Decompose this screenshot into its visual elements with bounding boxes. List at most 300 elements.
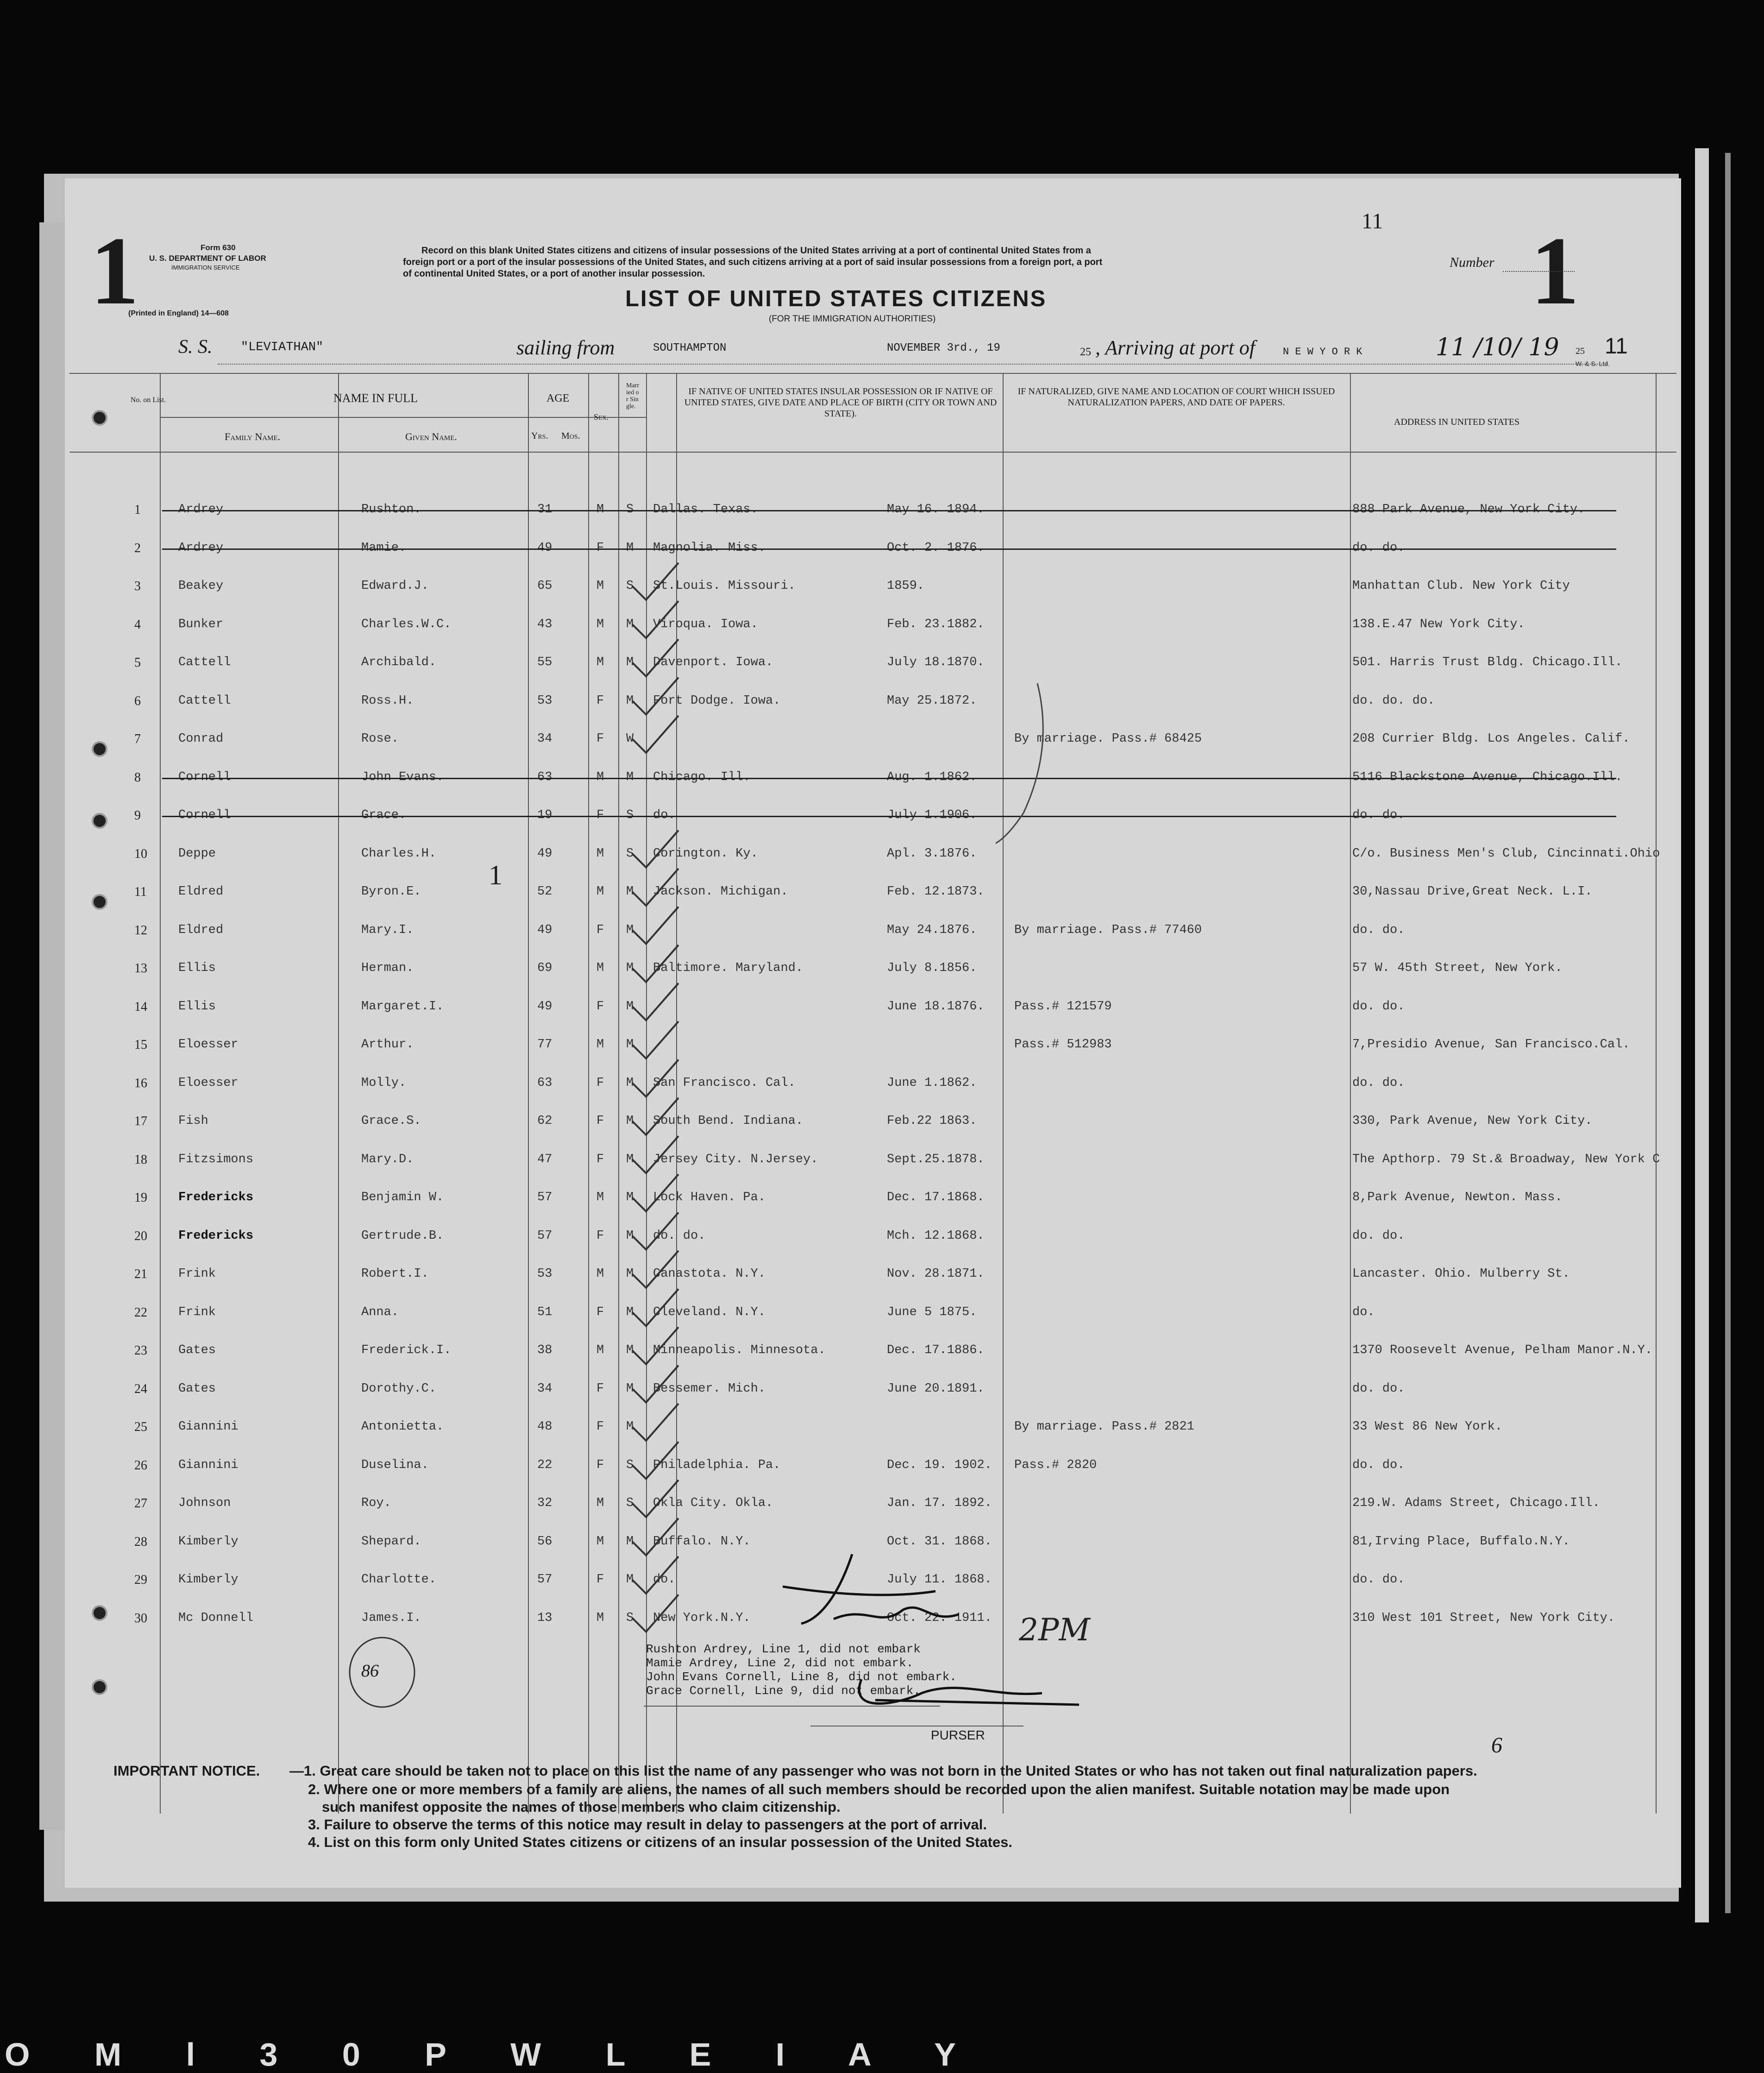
birth-date: Nov. 28.1871. (887, 1267, 985, 1281)
birth-place: do. (653, 1573, 676, 1587)
col-given-name: Given Name. (405, 431, 457, 442)
us-address: 8,Park Avenue, Newton. Mass. (1352, 1191, 1563, 1204)
sex: F (596, 1229, 604, 1243)
birth-place: Viroqua. Iowa. (653, 617, 758, 631)
family-name: Kimberly (178, 1534, 239, 1549)
row-number: 6 (134, 693, 141, 708)
printer-mark: W. & S. Ltd. (1576, 360, 1610, 367)
us-address: 33 West 86 New York. (1352, 1420, 1503, 1434)
us-address: do. do. (1352, 1229, 1405, 1243)
birth-place: San Francisco. Cal. (653, 1076, 796, 1090)
us-address: do. do. (1352, 999, 1405, 1014)
row-number: 8 (134, 770, 141, 785)
sex: M (596, 846, 604, 861)
check-mark (632, 1480, 678, 1517)
us-address: 5116 Blackstone Avenue, Chicago.Ill. (1352, 770, 1623, 784)
birth-date: Jan. 17. 1892. (887, 1496, 992, 1510)
row-number: 7 (134, 732, 141, 746)
birth-date: June 1.1862. (887, 1076, 977, 1090)
instruction-line-3: of continental United States, or a port of another insular possession. (403, 269, 705, 279)
given-name: Rose. (361, 732, 399, 746)
age-years: 57 (537, 1229, 552, 1243)
birth-date: Feb. 23.1882. (887, 617, 985, 631)
birth-date: May 24.1876. (887, 923, 977, 937)
row-number: 5 (134, 655, 141, 670)
family-name: Johnson (178, 1496, 231, 1510)
birth-place: do. do. (653, 1229, 706, 1243)
purser-label: PURSER (931, 1728, 985, 1742)
marital-status: M (626, 1343, 634, 1357)
given-name: Roy. (361, 1496, 391, 1510)
check-mark (632, 1060, 678, 1097)
number-value: 1 (1531, 217, 1579, 325)
row-number: 27 (134, 1496, 147, 1511)
family-name: Fredericks (178, 1191, 254, 1204)
check-mark (632, 983, 678, 1021)
given-name: Gertrude.B. (361, 1229, 444, 1243)
strike-through-line (162, 510, 1616, 511)
us-address: do. do. (1352, 923, 1405, 937)
marital-status: M (626, 923, 634, 937)
check-mark (632, 1519, 678, 1556)
family-name: Cattell (178, 655, 231, 669)
page-title: LIST OF UNITED STATES CITIZENS (625, 286, 1047, 311)
age-years: 34 (537, 1381, 552, 1396)
binder-hole (92, 1605, 107, 1621)
age-years: 13 (537, 1611, 552, 1625)
col-yrs: Yrs. (531, 431, 548, 441)
naturalization: By marriage. Pass.# 77460 (1014, 923, 1202, 937)
age-years: 49 (537, 923, 552, 937)
given-name: Frederick.I. (361, 1343, 452, 1357)
us-address: The Apthorp. 79 St.& Broadway, New York C (1352, 1152, 1660, 1166)
col-birth: IF NATIVE OF UNITED STATES INSULAR POSSESSION OR IF NATIVE OF UNITED STATES, GIVE DATE AND PLACE OF BIRTH (CITY OR TOWN AND STATE). (684, 386, 997, 419)
family-name: Eloesser (178, 1038, 239, 1052)
sex: M (596, 1496, 604, 1510)
family-name: Giannini (178, 1420, 239, 1434)
sex: F (596, 541, 604, 555)
row-number: 11 (134, 885, 147, 899)
binder-hole (92, 1679, 107, 1695)
age-years: 32 (537, 1496, 552, 1510)
sex: F (596, 999, 604, 1014)
marital-status: M (626, 1534, 634, 1549)
instruction-line-1: Record on this blank United States citizens and citizens of insular possessions of the United States arriving at a port of continental United States from a (421, 246, 1091, 256)
birth-place: Jersey City. N.Jersey. (653, 1152, 818, 1166)
birth-place: Bessemer. Mich. (653, 1381, 766, 1396)
sex: F (596, 1458, 604, 1472)
family-name: Cattell (178, 693, 231, 708)
check-mark (632, 1442, 678, 1479)
sex: M (596, 503, 604, 517)
birth-place: Davenport. Iowa. (653, 655, 773, 669)
ship-prefix: S. S. (178, 336, 213, 358)
birth-date: Oct. 2. 1876. (887, 541, 985, 555)
check-mark (632, 678, 678, 715)
row-number: 22 (134, 1305, 147, 1320)
notice-item-1: —1. Great care should be taken not to place on this list the name of any passenger who was not born in the United States or who has not taken out final naturalization papers. (289, 1763, 1477, 1779)
age-years: 62 (537, 1114, 552, 1128)
marital-status: M (626, 770, 634, 784)
birth-place: do. (653, 808, 676, 822)
naturalization: By marriage. Pass.# 68425 (1014, 732, 1202, 746)
instruction-line-2: foreign port or a port of the insular possessions of the United States, and such citizens arriving at a port of said insular possessions from a foreign port, a port (403, 257, 1103, 267)
birth-place: Dallas. Texas. (653, 503, 758, 517)
family-name: Ellis (178, 961, 216, 975)
check-mark (632, 1213, 678, 1250)
col-name-in-full: NAME IN FULL (333, 391, 418, 405)
sex: F (596, 1381, 604, 1396)
family-name: Eloesser (178, 1076, 239, 1090)
given-name: Herman. (361, 961, 414, 975)
us-address: 208 Currier Bldg. Los Angeles. Calif. (1352, 732, 1630, 746)
marital-status: M (626, 693, 634, 708)
naturalization: Pass.# 512983 (1014, 1038, 1112, 1052)
family-name: Bunker (178, 617, 224, 631)
birth-date: Dec. 19. 1902. (887, 1458, 992, 1472)
birth-place: St.Louis. Missouri. (653, 579, 796, 593)
row-number: 19 (134, 1191, 147, 1205)
birth-place: Okla City. Okla. (653, 1496, 773, 1510)
row-number: 13 (134, 961, 147, 976)
row-number: 10 (134, 846, 147, 861)
marital-status: M (626, 1573, 634, 1587)
marital-status: M (626, 1381, 634, 1396)
big-number-left: 1 (90, 217, 139, 325)
family-name: Fish (178, 1114, 208, 1128)
sail-year: 25 (1080, 346, 1091, 358)
binder-hole (92, 410, 107, 426)
check-mark (632, 1595, 678, 1632)
given-name: Duselina. (361, 1458, 429, 1472)
page-subtitle: (FOR THE IMMIGRATION AUTHORITIES) (769, 314, 936, 324)
family-name: Ardrey (178, 541, 224, 555)
given-name: Shepard. (361, 1534, 421, 1549)
age-years: 31 (537, 503, 552, 517)
col-naturalized: IF NATURALIZED, GIVE NAME AND LOCATION OF COURT WHICH ISSUED NATURALIZATION PAPERS, AND DATE OF PAPERS. (1017, 386, 1335, 408)
birth-date: Oct. 22. 1911. (887, 1611, 992, 1625)
given-name: Mamie. (361, 541, 407, 555)
family-name: Ellis (178, 999, 216, 1014)
age-years: 52 (537, 885, 552, 899)
us-address: 1370 Roosevelt Avenue, Pelham Manor.N.Y. (1352, 1343, 1653, 1357)
family-name: Eldred (178, 885, 224, 899)
age-years: 48 (537, 1420, 552, 1434)
binder-hole (92, 741, 107, 757)
given-name: James.I. (361, 1611, 421, 1625)
age-years: 53 (537, 693, 552, 708)
marital-status: M (626, 885, 634, 899)
sex: M (596, 655, 604, 669)
age-years: 43 (537, 617, 552, 631)
given-name: Ross.H. (361, 693, 414, 708)
given-name: Grace.S. (361, 1114, 421, 1128)
service: IMMIGRATION SERVICE (171, 264, 240, 271)
given-name: Margaret.I. (361, 999, 444, 1014)
marital-status: S (626, 1611, 634, 1625)
family-name: Frink (178, 1267, 216, 1281)
sex: M (596, 579, 604, 593)
col-sex: Sex. (594, 412, 609, 422)
marital-status: M (626, 1305, 634, 1319)
naturalization: Pass.# 2820 (1014, 1458, 1097, 1472)
footnote-2: Mamie Ardrey, Line 2, did not embark. (646, 1656, 914, 1670)
given-name: Archibald. (361, 655, 437, 669)
age-years: 55 (537, 655, 552, 669)
us-address: do. (1352, 1305, 1375, 1319)
row-number: 17 (134, 1114, 147, 1128)
family-name: Gates (178, 1343, 216, 1357)
department: U. S. DEPARTMENT OF LABOR (149, 254, 266, 263)
age-years: 47 (537, 1152, 552, 1166)
row-number: 30 (134, 1611, 147, 1626)
given-name: Benjamin W. (361, 1191, 444, 1204)
row-number: 15 (134, 1038, 147, 1052)
sex: F (596, 808, 604, 822)
us-address: 81,Irving Place, Buffalo.N.Y. (1352, 1534, 1570, 1549)
row-number: 18 (134, 1152, 147, 1167)
family-name: Beakey (178, 579, 224, 593)
row-number: 3 (134, 579, 141, 593)
sex: F (596, 732, 604, 746)
given-name: Edward.J. (361, 579, 429, 593)
check-mark (632, 1404, 678, 1441)
age-years: 51 (537, 1305, 552, 1319)
us-address: do. do. (1352, 1458, 1405, 1472)
age-years: 53 (537, 1267, 552, 1281)
birth-date: Mch. 12.1868. (887, 1229, 985, 1243)
age-years: 19 (537, 808, 552, 822)
arrival-year: 25 (1576, 346, 1585, 356)
marital-status: M (626, 655, 634, 669)
hand-six: 6 (1491, 1733, 1502, 1758)
family-name: Gates (178, 1381, 216, 1396)
age-years: 49 (537, 846, 552, 861)
manifest-page (65, 178, 1681, 1888)
given-name: Dorothy.C. (361, 1381, 437, 1396)
sex: F (596, 1420, 604, 1434)
sex: M (596, 1267, 604, 1281)
given-name: Arthur. (361, 1038, 414, 1052)
marital-status: S (626, 1458, 634, 1472)
family-name: Cornell (178, 808, 231, 822)
birth-place: Buffalo. N.Y. (653, 1534, 751, 1549)
check-mark (632, 907, 678, 944)
marital-status: W (626, 732, 634, 746)
marital-status: M (626, 1038, 634, 1052)
age-years: 57 (537, 1573, 552, 1587)
row-number: 20 (134, 1229, 147, 1243)
birth-date: July 8.1856. (887, 961, 977, 975)
family-name: Mc Donnell (178, 1611, 254, 1625)
family-name: Fitzsimons (178, 1152, 254, 1166)
check-mark (632, 945, 678, 982)
naturalization: Pass.# 121579 (1014, 999, 1112, 1014)
birth-place: Fort Dodge. Iowa. (653, 693, 781, 708)
sex: F (596, 1076, 604, 1090)
us-address: 219.W. Adams Street, Chicago.Ill. (1352, 1496, 1600, 1510)
age-years: 38 (537, 1343, 552, 1357)
age-years: 57 (537, 1191, 552, 1204)
birth-place: Canastota. N.Y. (653, 1267, 766, 1281)
marital-status: M (626, 1267, 634, 1281)
age-years: 34 (537, 732, 552, 746)
family-name: Deppe (178, 846, 216, 861)
right-sheet-edge-2 (1725, 153, 1731, 1913)
check-mark (632, 869, 678, 906)
us-address: 888 Park Avenue, New York City. (1352, 503, 1585, 517)
row-number: 24 (134, 1381, 147, 1396)
family-name: Cornell (178, 770, 231, 784)
us-address: 7,Presidio Avenue, San Francisco.Cal. (1352, 1038, 1630, 1052)
sex: M (596, 617, 604, 631)
marital-status: S (626, 503, 634, 517)
given-name: Anna. (361, 1305, 399, 1319)
col-married-single: Married or Single. (626, 382, 639, 410)
marital-status: M (626, 1191, 634, 1204)
age-years: 63 (537, 1076, 552, 1090)
birth-place: Philadelphia. Pa. (653, 1458, 781, 1472)
check-mark (632, 1136, 678, 1173)
check-mark (632, 1174, 678, 1211)
row-number: 9 (134, 808, 141, 823)
row-number: 21 (134, 1267, 147, 1281)
sail-date: NOVEMBER 3rd., 19 (887, 342, 1000, 354)
birth-place: Cleveland. N.Y. (653, 1305, 766, 1319)
margin-one: 1 (489, 860, 502, 890)
given-name: Mary.D. (361, 1152, 414, 1166)
family-name: Kimberly (178, 1573, 239, 1587)
check-mark (632, 716, 678, 753)
us-address: 330, Park Avenue, New York City. (1352, 1114, 1593, 1128)
marital-status: M (626, 541, 634, 555)
sex: M (596, 1343, 604, 1357)
birth-date: May 16. 1894. (887, 503, 985, 517)
row-number: 16 (134, 1076, 147, 1090)
right-sheet-edge (1695, 148, 1709, 1922)
check-mark (632, 1366, 678, 1403)
birth-date: July 1.1906. (887, 808, 977, 822)
us-address: 57 W. 45th Street, New York. (1352, 961, 1563, 975)
row-number: 4 (134, 617, 141, 632)
marital-status: M (626, 617, 634, 631)
birth-place: South Bend. Indiana. (653, 1114, 804, 1128)
sex: F (596, 923, 604, 937)
sex: M (596, 961, 604, 975)
arrival-date-handwritten: 11 /10/ 19 (1436, 334, 1559, 361)
family-name: Giannini (178, 1458, 239, 1472)
birth-place: Jackson. Michigan. (653, 885, 788, 899)
birth-place: Magnolia. Miss. (653, 541, 766, 555)
birth-date: 1859. (887, 579, 925, 593)
check-mark (632, 831, 678, 868)
footnote-4: Grace Cornell, Line 9, did not embark. (646, 1684, 921, 1698)
row-number: 14 (134, 999, 147, 1014)
ship-name: "LEVIATHAN" (241, 340, 324, 354)
birth-date: Sept.25.1878. (887, 1152, 985, 1166)
sex: M (596, 770, 604, 784)
footnote-1: Rushton Ardrey, Line 1, did not embark (646, 1642, 921, 1656)
birth-date: July 18.1870. (887, 655, 985, 669)
age-years: 49 (537, 541, 552, 555)
sailing-from-value: SOUTHAMPTON (653, 342, 727, 354)
birth-date: June 20.1891. (887, 1381, 985, 1396)
birth-place: Chicago. Ill. (653, 770, 751, 784)
given-name: Grace. (361, 808, 407, 822)
col-no: No. on List. (130, 396, 166, 404)
row-number: 12 (134, 923, 147, 938)
naturalization: By marriage. Pass.# 2821 (1014, 1420, 1194, 1434)
marital-status: S (626, 846, 634, 861)
check-mark (632, 1251, 678, 1288)
us-address: do. do. (1352, 1381, 1405, 1396)
us-address: 501. Harris Trust Bldg. Chicago.Ill. (1352, 655, 1623, 669)
us-address: Lancaster. Ohio. Mulberry St. (1352, 1267, 1570, 1281)
row-number: 2 (134, 541, 141, 555)
age-years: 49 (537, 999, 552, 1014)
given-name: Charles.W.C. (361, 617, 452, 631)
birth-date: May 25.1872. (887, 693, 977, 708)
footnote-3: John Evans Cornell, Line 8, did not embark. (646, 1670, 957, 1684)
us-address: C/o. Business Men's Club, Cincinnati.Ohio (1352, 846, 1660, 861)
marital-status: M (626, 1114, 634, 1128)
marital-status: M (626, 1420, 634, 1434)
notice-item-2-cont: such manifest opposite the names of those members who claim citizenship. (322, 1799, 841, 1815)
given-name: John Evans. (361, 770, 444, 784)
row-number: 28 (134, 1534, 147, 1549)
given-name: Rushton. (361, 503, 421, 517)
handwritten-signature (783, 1540, 1199, 1735)
notice-heading: IMPORTANT NOTICE. (113, 1763, 260, 1779)
given-name: Charlotte. (361, 1573, 437, 1587)
check-mark (632, 1098, 678, 1135)
sailing-from-label: sailing from (516, 336, 615, 359)
check-mark (632, 1021, 678, 1059)
strike-through-line (162, 778, 1616, 779)
check-marks (611, 503, 797, 1814)
marital-status: S (626, 808, 634, 822)
arriving-label: , Arriving at port of (1095, 336, 1256, 359)
col-mos: Mos. (561, 431, 580, 441)
circled-mark (343, 1633, 421, 1712)
marital-status: M (626, 1229, 634, 1243)
check-mark (632, 563, 678, 600)
family-name: Conrad (178, 732, 224, 746)
age-years: 65 (537, 579, 552, 593)
age-years: 69 (537, 961, 552, 975)
printed-note: (Printed in England) 14—608 (128, 309, 229, 317)
number-label: Number (1450, 255, 1494, 270)
row-number: 23 (134, 1343, 147, 1358)
col-address: ADDRESS IN UNITED STATES (1394, 417, 1520, 427)
marital-status: M (626, 961, 634, 975)
birth-date: June 18.1876. (887, 999, 985, 1014)
age-years: 22 (537, 1458, 552, 1472)
circled-number: 86 (361, 1661, 379, 1681)
age-years: 56 (537, 1534, 552, 1549)
birth-date: Apl. 3.1876. (887, 846, 977, 861)
sex: M (596, 1611, 604, 1625)
check-mark (632, 601, 678, 638)
check-mark (632, 639, 678, 676)
notice-item-2: 2. Where one or more members of a family are aliens, the names of all such members should be recorded upon the alien manifest. Suitable notation may be made upon (308, 1781, 1450, 1797)
birth-date: Oct. 31. 1868. (887, 1534, 992, 1549)
age-years: 63 (537, 770, 552, 784)
marital-status: M (626, 999, 634, 1014)
sex: F (596, 1573, 604, 1587)
us-address: do. do. (1352, 1573, 1405, 1587)
check-mark (632, 1289, 678, 1326)
